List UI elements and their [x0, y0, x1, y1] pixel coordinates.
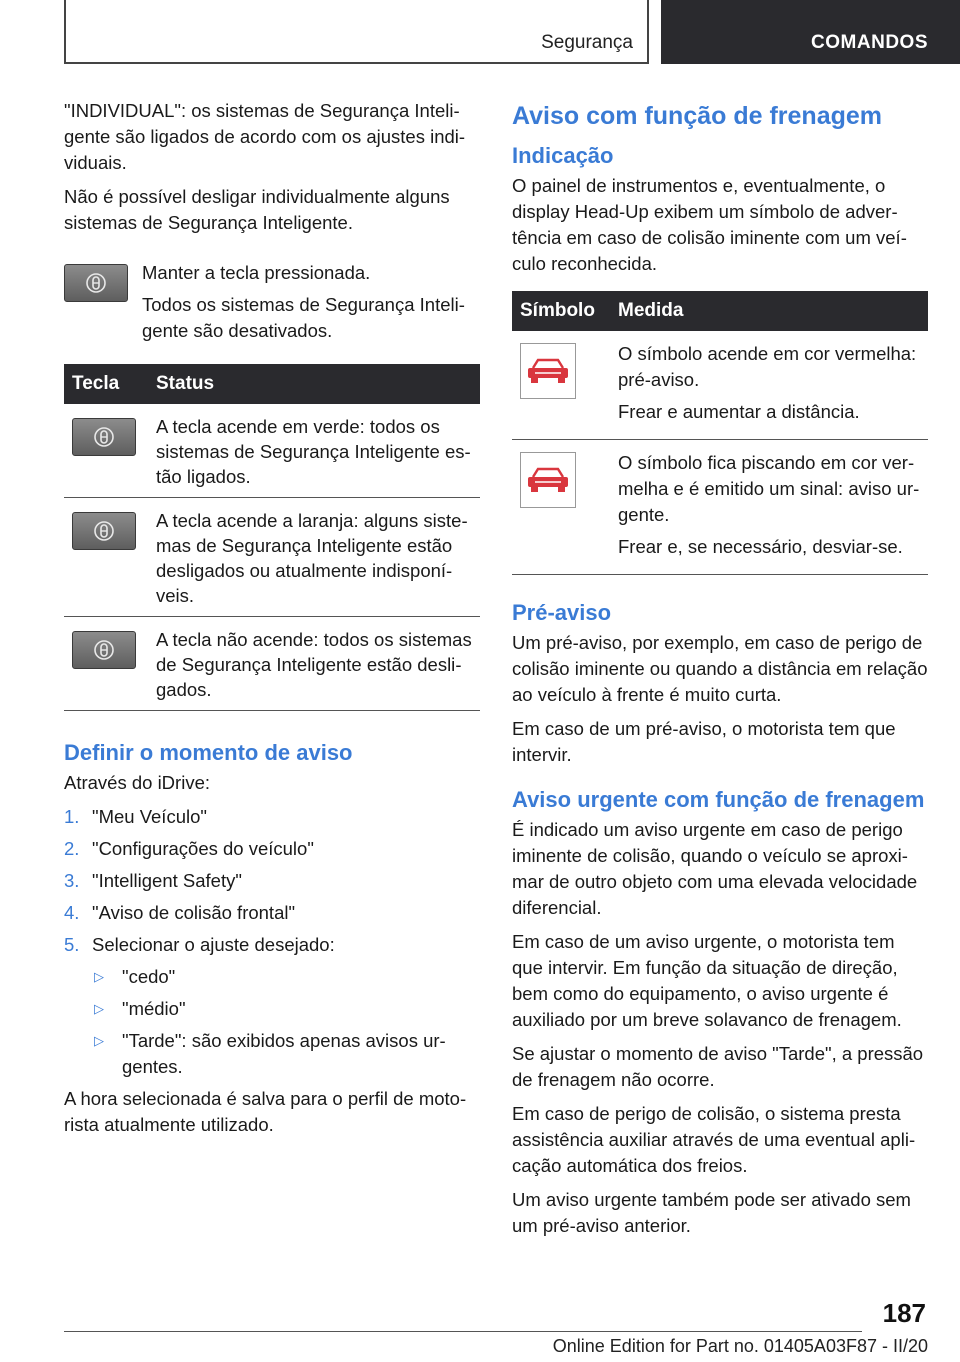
intro-paragraph-individual: "INDIVIDUAL": os sistemas de Segurança Inteligente são ligados de acordo com os ajustes individuais.	[64, 100, 466, 173]
warning-time-heading: Definir o momento de aviso	[64, 740, 353, 765]
list-item: ▷ "cedo"	[92, 964, 480, 990]
right-column	[512, 98, 928, 1247]
intro-paragraph-not-possible: Não é possível desligar individualmente alguns sistemas de Segurança Inteligente.	[64, 186, 450, 233]
table-header-symbol: Símbolo	[512, 291, 610, 331]
triangle-bullet-icon: ▷	[94, 1001, 104, 1016]
status-text: A tecla não acende: todos os sistemas de Segurança Inteligente estão desligados.	[148, 617, 480, 711]
status-text: A tecla acende em verde: todos os sistemas de Segurança Inteligente estão ligados.	[148, 404, 480, 498]
prewarning-heading: Pré-aviso	[512, 600, 612, 625]
prewarning-paragraph: Um pré-aviso, por exemplo, em caso de perigo de colisão iminente ou quando a distância em relação ao veículo à frente é muito curta.	[512, 632, 928, 705]
collision-warning-car-icon	[520, 343, 576, 399]
urgent-paragraph: Em caso de perigo de colisão, o sistema presta assistência auxiliar através de uma eventual aplicação automática dos freios.	[512, 1103, 916, 1176]
header-chapter-box	[661, 0, 960, 64]
header-section-title: Segurança	[541, 32, 633, 53]
left-column	[64, 98, 480, 1146]
setting-options	[64, 964, 480, 1080]
intelligent-safety-key-icon	[72, 631, 136, 669]
list-item: 1. "Meu Veículo"	[64, 806, 207, 827]
indication-text: O painel de instrumentos e, eventualmente, o display Head-Up exibem um símbolo de advertência em caso de colisão iminente com um veículo reconhecida.	[512, 175, 907, 274]
list-item: ▷ "médio"	[92, 996, 480, 1022]
intelligent-safety-key-icon	[72, 512, 136, 550]
table-header-key: Tecla	[64, 364, 148, 404]
list-item: 4. "Aviso de colisão frontal"	[64, 902, 296, 923]
list-item: ▷ "Tarde": são exibidos apenas avisos urgentes.	[94, 1030, 446, 1077]
header-chapter-title: COMANDOS	[811, 32, 928, 53]
hold-key-instruction	[64, 260, 480, 344]
table-row	[64, 404, 480, 498]
indication-heading: Indicação	[512, 143, 614, 168]
intelligent-safety-key-icon	[72, 418, 136, 456]
measure-text: O símbolo fica piscando em cor vermelha e é emitido um sinal: aviso urgente.	[618, 452, 920, 525]
table-header-status: Status	[148, 364, 480, 404]
urgent-paragraph: Um aviso urgente também pode ser ativado sem um pré-aviso anterior.	[512, 1189, 911, 1236]
collision-warning-car-icon	[520, 452, 576, 508]
key-status-table	[64, 364, 480, 711]
urgent-paragraph: Se ajustar o momento de aviso "Tarde", a pressão de frenagem não ocorre.	[512, 1043, 924, 1090]
braking-warning-title: Aviso com função de frenagem	[512, 102, 882, 130]
symbol-table	[512, 291, 928, 575]
table-row	[512, 331, 928, 440]
warning-time-lead: Através do iDrive:	[64, 772, 210, 793]
status-text: A tecla acende a laranja: alguns sistemas de Segurança Inteligente estão desligados ou atualmente indisponíveis.	[148, 498, 480, 617]
footer-divider	[64, 1331, 862, 1332]
table-row	[512, 440, 928, 575]
triangle-bullet-icon: ▷	[94, 969, 104, 984]
table-row	[64, 617, 480, 711]
table-header-measure: Medida	[610, 291, 928, 331]
list-item: 5. Selecionar o ajuste desejado:	[64, 934, 335, 955]
idrive-steps	[64, 804, 480, 958]
measure-text: Frear e aumentar a distância.	[618, 401, 860, 422]
intelligent-safety-key-icon	[64, 264, 128, 302]
hold-key-text: Manter a tecla pressionada.	[142, 262, 371, 283]
hold-key-result: Todos os sistemas de Segurança Inteligente são desativados.	[142, 294, 465, 341]
prewarning-paragraph: Em caso de um pré-aviso, o motorista tem que intervir.	[512, 718, 896, 765]
urgent-warning-heading: Aviso urgente com função de frenagem	[512, 787, 925, 812]
triangle-bullet-icon: ▷	[94, 1033, 104, 1048]
header-section-box	[64, 0, 649, 64]
profile-note: A hora selecionada é salva para o perfil de motorista atualmente utilizado.	[64, 1088, 467, 1135]
measure-text: O símbolo acende em cor vermelha: pré-aviso.	[618, 343, 917, 390]
page-number: 187	[882, 1298, 926, 1328]
urgent-paragraph: É indicado um aviso urgente em caso de perigo iminente de colisão, quando o veículo se aproximar de outro objeto com uma elevada velocidade diferencial.	[512, 819, 918, 918]
footer-edition: Online Edition for Part no. 01405A03F87 - II/20	[552, 1336, 928, 1356]
list-item: 3. "Intelligent Safety"	[64, 870, 242, 891]
list-item: 2. "Configurações do veículo"	[64, 838, 314, 859]
measure-text: Frear e, se necessário, desviar-se.	[618, 536, 903, 557]
table-row	[64, 498, 480, 617]
urgent-paragraph: Em caso de um aviso urgente, o motorista tem que intervir. Em função da situação de direção, bem como do equipamento, o aviso urgente é auxiliado por um breve solavanco de frenagem.	[512, 931, 902, 1030]
